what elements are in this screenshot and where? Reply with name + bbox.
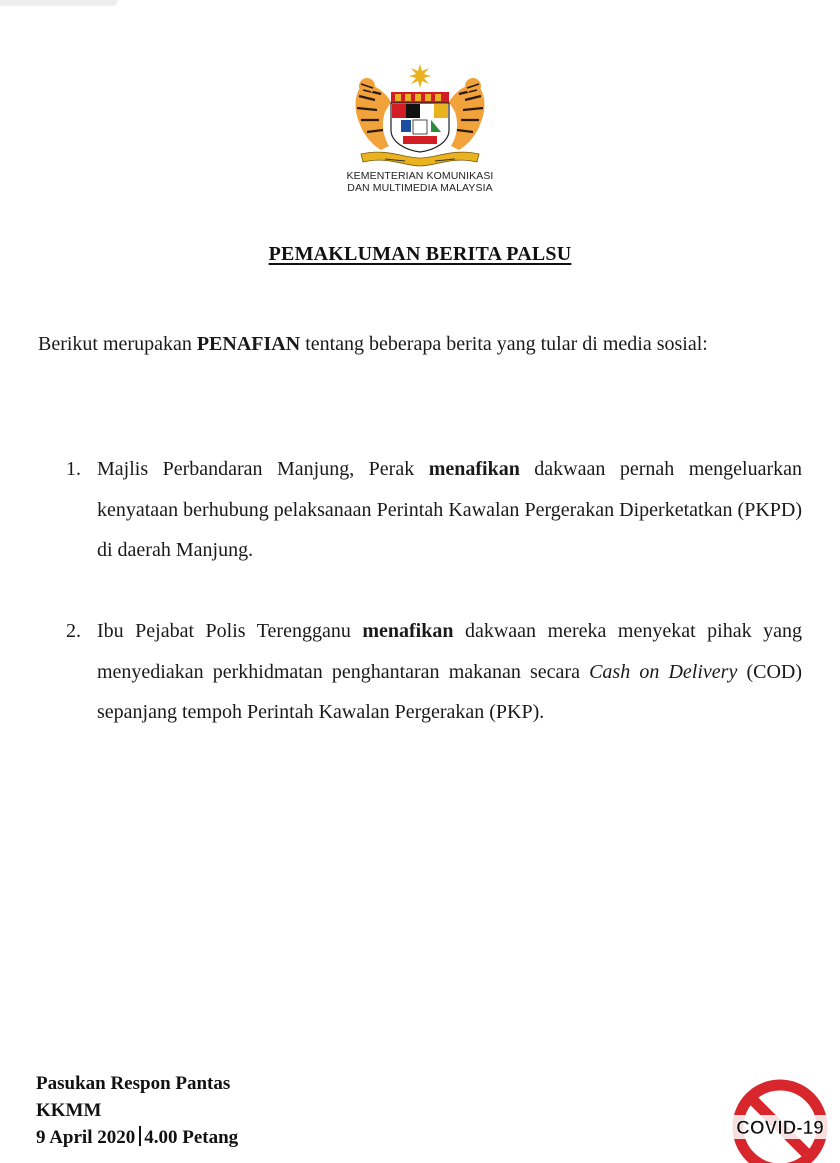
date-time-line — [36, 1124, 238, 1151]
item-text-before: Majlis Perbandaran Manjung, Perak — [97, 458, 429, 480]
intro-text-before: Berikut merupakan — [38, 333, 197, 355]
signature-block — [36, 1070, 238, 1151]
ministry-line-2: DAN MULTIMEDIA MALAYSIA — [347, 182, 493, 194]
intro-paragraph — [38, 324, 802, 364]
item-text-after: dakwaan pernah mengeluarkan kenyataan berhubung pelaksanaan Perintah Kawalan Pergerakan Diperketatkan (PKPD) di daerah Manjung. — [97, 458, 802, 561]
intro-text-after: tentang beberapa berita yang tular di media sosial: — [300, 333, 708, 355]
intro-bold-keyword: PENAFIAN — [196, 333, 301, 355]
ministry-name — [300, 170, 540, 194]
team-name: Pasukan Respon Pantas — [36, 1073, 231, 1094]
list-item-text — [97, 449, 802, 571]
item-text-after: (COD) sepanjang tempoh Perintah Kawalan Pergerakan (PKP). — [97, 660, 803, 723]
corner-artifact — [0, 0, 118, 6]
list-item — [66, 449, 802, 571]
document-title: PEMAKLUMAN BERITA PALSU — [268, 243, 572, 265]
coat-of-arms-icon — [345, 62, 495, 168]
no-covid-icon — [724, 1075, 836, 1163]
list-item — [66, 611, 802, 733]
badge-text: COVID-19 — [736, 1118, 824, 1139]
issue-time: 4.00 Petang — [144, 1127, 239, 1148]
list-item-number: 1. — [66, 458, 81, 480]
issue-date: 9 April 2020 — [36, 1127, 136, 1148]
item-bold-keyword: menafikan — [428, 458, 520, 480]
list-item-text — [97, 611, 802, 733]
item-italic-term: Cash on Delivery — [589, 660, 738, 683]
organization-name: KKMM — [36, 1100, 102, 1121]
divider — [139, 1126, 141, 1146]
item-text-middle: dakwaan mereka menyekat pihak yang menyediakan perkhidmatan penghantaran makanan secara — [97, 620, 802, 683]
item-bold-keyword: menafikan — [362, 620, 454, 642]
item-text-before: Ibu Pejabat Polis Terengganu — [97, 620, 363, 642]
list-item-number: 2. — [66, 620, 81, 642]
ministry-line-1: KEMENTERIAN KOMUNIKASI — [346, 170, 494, 182]
